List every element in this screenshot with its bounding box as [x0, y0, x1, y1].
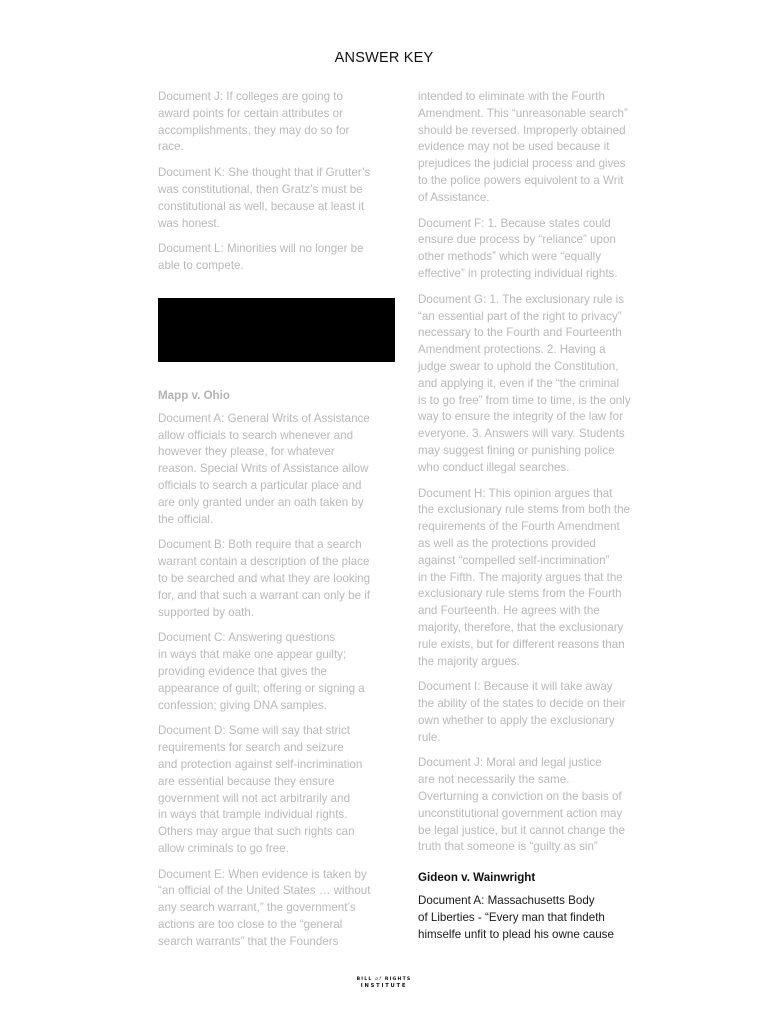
answer-document-j-mapp: Document J: Moral and legal justice are not necessarily the same. Overturning a conviction on the basis of unconstitutional government action may be legal justice, but it cannot change the truth that someone is “guilty as sin” [418, 756, 625, 854]
answer-document-k: Document K: She thought that if Grutter’s was constitutional, then Gratz’s must be constitutional as well, because at least it was honest. [158, 166, 371, 230]
answer-document-h: Document H: This opinion argues that the exclusionary rule stems from both the requirements of the Fourth Amendment as well as the protections provided against “compelled self-incrimination” in the Fifth. The majority argues that the exclusionary rule stems from the Fourth and Fourteenth. He agrees with the majority, therefore, that the exclusionary rule exists, but for different reasons than the majority argues. [418, 486, 631, 668]
left-column [158, 89, 398, 960]
section-heading-gideon-v-wainwright: Gideon v. Wainwright [418, 871, 536, 885]
answer-document-i: Document I: Because it will take away the ability of the states to decide on their own whether to apply the exclusionary rule. [418, 680, 626, 744]
answer-document-f: Document F: 1. Because states could ensure due process by “reliance” upon other methods” which were “equally effective” in protecting individual rights. [418, 216, 618, 280]
redaction-block [158, 298, 395, 362]
logo-word-bill: BILL [356, 977, 373, 982]
right-column [418, 89, 658, 952]
answer-document-j: Document J: If colleges are going to award points for certain attributes or accomplishments, they may do so for race. [158, 90, 350, 154]
answer-document-c: Document C: Answering questions in ways that make one appear guilty; providing evidence that gives the appearance of guilt; offering or signing a confession; giving DNA samples. [158, 631, 365, 712]
logo-word-of: of [375, 977, 383, 982]
answer-document-b: Document B: Both require that a search warrant contain a description of the place to be searched and what they are looking for, and that such a warrant can only be if supported by oath. [158, 538, 371, 619]
logo-line-1 [0, 976, 768, 983]
answer-document-g: Document G: 1. The exclusionary rule is “an essential part of the right to privacy” necessary to the Fourth and Fourteenth Amendment protections. 2. Having a judge swear to uphold the Constitution, and applying it, even if the “the criminal is to go free” from time to time, is the only way to ensure the integrity of the law for everyone. 3. Answers will vary. Students may suggest fining or punishing police who conduct illegal searches. [418, 292, 631, 474]
answer-document-e-continued: intended to eliminate with the Fourth Amendment. This “unreasonable search” should be reversed. Improperly obtained evidence may not be used because it prejudices the judicial process and gives to the police powers equivolent to a Writ of Assistance. [418, 90, 628, 204]
gideon-document-a: Document A: Massachusetts Body of Liberties - “Every man that findeth himselfe unfit to plead his owne cause [418, 894, 614, 941]
answer-document-a: Document A: General Writs of Assistance allow officials to search whenever and however they please, for whatever reason. Special Writs of Assistance allow officials to search a particular place and are only granted under an oath taken by the official. [158, 411, 370, 526]
logo-word-rights: RIGHTS [384, 977, 412, 982]
section-heading-mapp-v-ohio: Mapp v. Ohio [158, 388, 230, 402]
answer-document-l: Document L: Minorities will no longer be able to compete. [158, 242, 364, 273]
page-title: ANSWER KEY [334, 50, 434, 66]
answer-document-e: Document E: When evidence is taken by “an official of the United States … without any search warrant,” the government’s actions are too close to the “general search warrants” that the Founders [158, 867, 371, 948]
bill-of-rights-institute-logo [0, 976, 768, 990]
answer-document-d: Document D: Some will say that strict requirements for search and seizure and protection against self-incrimination are essential because they ensure government will not act arbitrarily and in ways that trample individual rights. Others may argue that such rights can allow criminals to go free. [158, 724, 363, 855]
logo-word-institute: INSTITUTE [360, 983, 408, 989]
